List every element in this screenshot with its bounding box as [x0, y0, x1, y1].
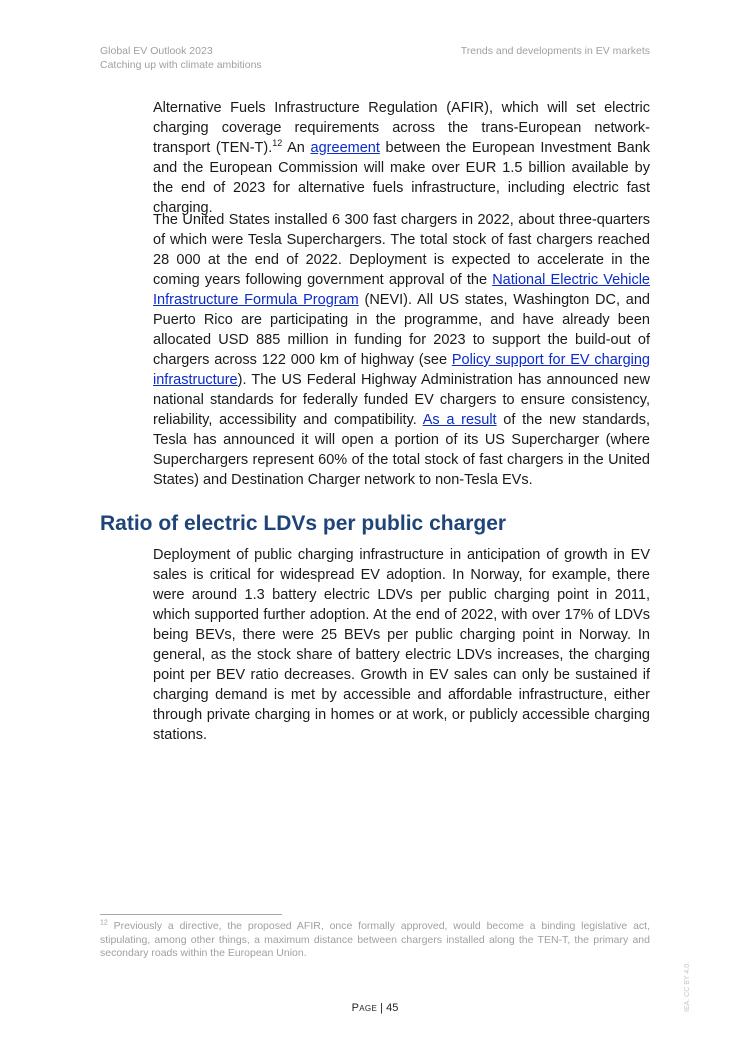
page-number-value: 45 [386, 1002, 399, 1014]
section-header: Trends and developments in EV markets [460, 45, 650, 57]
text-run: Alternative Fuels Infrastructure Regulation (AFIR), which will set electric charging coverage requirements across the trans-European network-transport (TEN-T). [153, 100, 650, 156]
as-a-result-link[interactable]: As a result [422, 412, 497, 428]
footnote-reference[interactable]: 12 [272, 138, 283, 149]
footnote-divider [100, 914, 282, 915]
section-heading: Ratio of electric LDVs per public charger [100, 512, 507, 535]
page-number [0, 1002, 750, 1014]
footnote-mark: 12 [100, 919, 108, 927]
agreement-link[interactable]: agreement [310, 140, 380, 156]
text-run: The United States installed 6 300 fast chargers in 2022, about three-quarters of which were Tesla Superchargers. The total stock of fast chargers reached 28 000 at the end of 2022. Deployment is expected to accelerate in the coming years following government approval of the [153, 212, 650, 288]
license-note: IEA. CC BY 4.0. [684, 961, 691, 1012]
policy-support-link[interactable]: Policy support for EV charging infrastructure [153, 352, 650, 388]
text-run: An [282, 140, 311, 156]
report-subtitle: Catching up with climate ambitions [100, 59, 262, 71]
footnote [100, 920, 650, 961]
report-title: Global EV Outlook 2023 [100, 45, 213, 57]
text-run: between the European Investment Bank and the European Commission will make over EUR 1.5 billion available by the end of 2023 for alternative fuels infrastructure, including electric fast charging. [153, 140, 651, 216]
text-run: of the new standards, Tesla has announced it will open a portion of its US Supercharger (where Superchargers represent 60% of the total stock of fast chargers in the United States) and Destination Charger network to non-Tesla EVs. [153, 412, 650, 488]
page-separator: | [377, 1002, 387, 1014]
nevi-program-link[interactable]: National Electric Vehicle Infrastructure Formula Program [153, 272, 650, 308]
text-run: ). The US Federal Highway Administration has announced new national standards for federally funded EV chargers to ensure consistency, reliability, accessibility and compatibility. [153, 372, 650, 428]
paragraph-us-chargers [153, 210, 650, 490]
paragraph-text: Deployment of public charging infrastructure in anticipation of growth in EV sales is critical for widespread EV adoption. In Norway, for example, there were around 1.3 battery electric LDVs per public charging point in 2011, which supported further adoption. At the end of 2022, with over 17% of LDVs being BEVs, there were 25 BEVs per public charging point in Norway. In general, as the stock share of battery electric LDVs increases, the charging point per BEV ratio decreases. Growth in EV sales can only be sustained if charging demand is met by accessible and affordable infrastructure, either through private charging in homes or at work, or publicly accessible charging stations. [153, 547, 650, 743]
text-run: (NEVI). All US states, Washington DC, and Puerto Rico are participating in the programme, and have already been allocated USD 885 million in funding for 2023 to support the build-out of chargers across 122 000 km of highway (see [153, 292, 650, 368]
paragraph-ratio [153, 545, 650, 745]
running-header-left [100, 44, 262, 72]
footnote-text: Previously a directive, the proposed AFIR, once formally approved, would become a binding legislative act, stipulating, among other things, a maximum distance between chargers installed along the TEN-T, the primary and secondary roads within the European Union. [100, 920, 650, 959]
paragraph-afir [153, 98, 650, 218]
page-label: Page [351, 1002, 378, 1014]
